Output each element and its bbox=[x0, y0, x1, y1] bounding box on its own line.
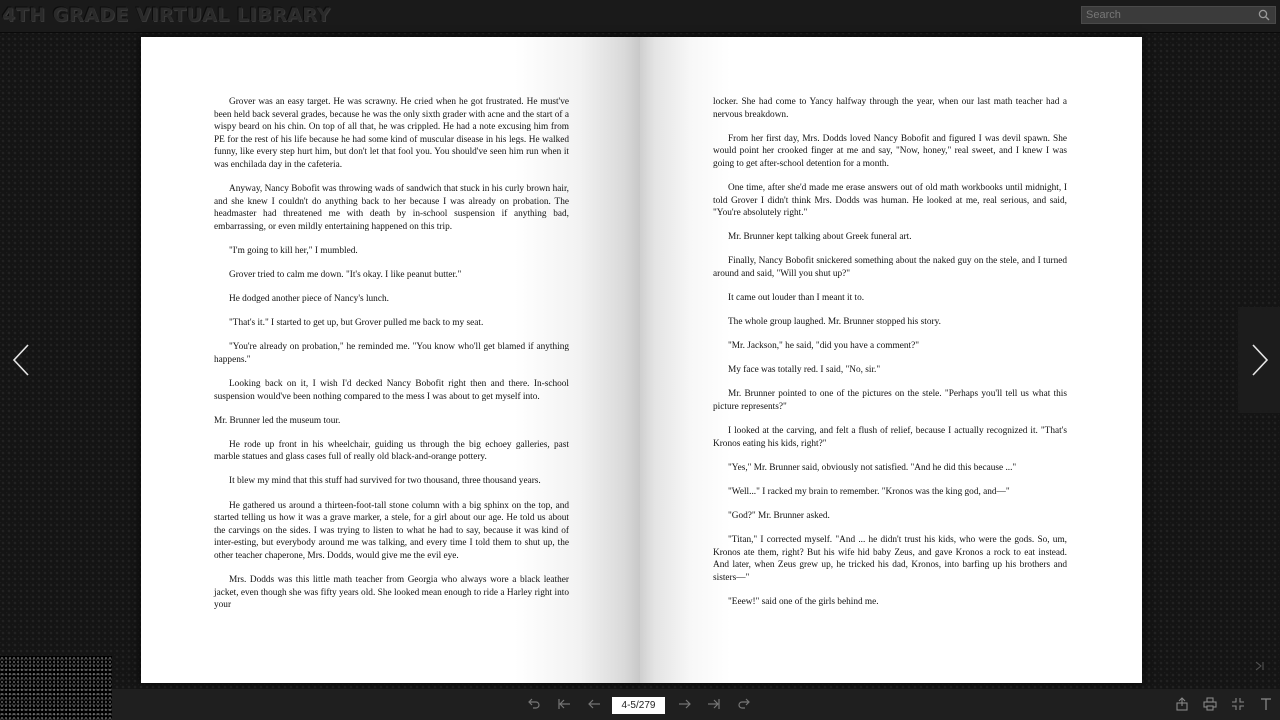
next-page-arrow[interactable] bbox=[1244, 335, 1274, 385]
search-icon[interactable] bbox=[1258, 9, 1270, 21]
paragraph: "Titan," I corrected myself. "And ... he didn't trust his kids, who were the gods. So, um, Kronos ate them, right? But his wife hid baby Zeus, and gave Kronos a rock to eat instead. And later, when Zeus grew up, he tricked his dad, Kronos, into barfing up his brothers and sisters—" bbox=[713, 535, 1067, 583]
page-number-input[interactable] bbox=[612, 697, 665, 714]
paragraph: He rode up front in his wheelchair, guiding us through the big echoey galleries, past marble statues and glass cases full of really old black-and-orange pottery. bbox=[214, 439, 569, 463]
print-icon[interactable] bbox=[1203, 697, 1217, 711]
paragraph: Mr. Brunner kept talking about Greek funeral art. bbox=[728, 232, 912, 243]
chevron-right-icon bbox=[1244, 335, 1274, 385]
paragraph: One time, after she'd made me erase answers out of old math workbooks until midnight, I told Grover I didn't think Mrs. Dodds was human. He looked at me, real serious, and said, "You're absolutely right." bbox=[713, 182, 1067, 219]
paragraph: "Eeew!" said one of the girls behind me. bbox=[728, 596, 879, 607]
paragraph: "You're already on probation," he reminded me. "You know who'll get blamed if anything happens." bbox=[214, 342, 569, 365]
paragraph: Mrs. Dodds was this little math teacher from Georgia who always wore a black leather jacket, even though she was fifty years old. She looked mean enough to ride a Harley right into your bbox=[214, 575, 569, 611]
paragraph: My face was totally red. I said, "No, sir." bbox=[728, 365, 881, 376]
paragraph: The whole group laughed. Mr. Brunner stopped his story. bbox=[728, 317, 941, 328]
library-logo: 4TH GRADE VIRTUAL LIBRARY bbox=[2, 4, 331, 26]
paragraph: "That's it." I started to get up, but Grover pulled me back to my seat. bbox=[229, 318, 484, 329]
paragraph: "Well..." I racked my brain to remember. "Kronos was the king god, and—" bbox=[728, 486, 1010, 497]
left-page[interactable] bbox=[141, 37, 640, 683]
paragraph: Looking back on it, I wish I'd decked Nancy Bobofit right then and there. In-school suspension would've been nothing compared to the mess I was about to get myself into. bbox=[214, 379, 569, 402]
fullscreen-icon[interactable] bbox=[1231, 697, 1245, 711]
paragraph: "Mr. Jackson," he said, "did you have a comment?" bbox=[728, 341, 920, 352]
paragraph: Grover was an easy target. He was scrawny. He cried when he got frustrated. He must've been held back several grades, because he was the only sixth grader with acne and the start of a wispy beard on his chin. On top of all that, he was crippled. He had a note excusing him from PE for the rest of his life because he had some kind of muscular disease in his legs. He walked funny, like every step hurt him, but don't let that fool you. You should've seen him run when it was enchilada day in the cafeteria. bbox=[214, 97, 569, 170]
share-icon[interactable] bbox=[1175, 697, 1189, 711]
paragraph: Mr. Brunner pointed to one of the pictures on the stele. "Perhaps you'll tell us what this picture represents?" bbox=[713, 389, 1067, 412]
collapse-icon[interactable] bbox=[1253, 660, 1265, 672]
last-page-icon[interactable] bbox=[707, 697, 721, 711]
text-icon[interactable] bbox=[1259, 697, 1273, 711]
search-box[interactable] bbox=[1081, 6, 1276, 24]
undo-icon[interactable] bbox=[527, 697, 541, 711]
paragraph: Anyway, Nancy Bobofit was throwing wads of sandwich that stuck in his curly brown hair, and she knew I couldn't do anything back to her because I was already on probation. The headmaster had threatened me with death by in-school suspension if anything bad, embarrassing, or even mildly entertaining happened on this trip. bbox=[214, 184, 569, 232]
book-spread bbox=[141, 37, 1142, 683]
paragraph: "God?" Mr. Brunner asked. bbox=[728, 510, 830, 521]
previous-page-icon[interactable] bbox=[587, 697, 601, 711]
redo-icon[interactable] bbox=[737, 697, 751, 711]
search-input[interactable] bbox=[1086, 8, 1246, 22]
paragraph: locker. She had come to Yancy halfway through the year, when our last math teacher had a nervous breakdown. bbox=[713, 97, 1067, 120]
paragraph: I looked at the carving, and felt a flush of relief, because I actually recognized it. "That's Kronos eating his kids, right?" bbox=[713, 426, 1067, 449]
top-bar bbox=[0, 0, 1280, 33]
paragraph: He dodged another piece of Nancy's lunch. bbox=[229, 294, 389, 305]
chevron-left-icon bbox=[8, 335, 38, 385]
bottom-toolbar bbox=[112, 689, 1280, 720]
previous-page-arrow[interactable] bbox=[8, 335, 38, 385]
paragraph: From her first day, Mrs. Dodds loved Nancy Bobofit and figured I was devil spawn. She would point her crooked finger at me and say, "Now, honey," real sweet, and I knew I was going to get after-school detention for a month. bbox=[713, 133, 1067, 169]
paragraph: He gathered us around a thirteen-foot-tall stone column with a big sphinx on the top, and started telling us how it was a grave marker, a stele, for a girl about our age. He told us about the carvings on the sides. I was trying to listen to what he had to say, because it was kind of inter-esting, but everybody around me was talking, and every time I told them to shut up, the other teacher chaperone, Mrs. Dodds, would give me the evil eye. bbox=[214, 500, 569, 561]
right-page[interactable] bbox=[640, 37, 1142, 683]
paragraph: "I'm going to kill her," I mumbled. bbox=[229, 245, 358, 256]
paragraph: It blew my mind that this stuff had survived for two thousand, three thousand years. bbox=[229, 476, 541, 487]
paragraph: It came out louder than I meant it to. bbox=[728, 293, 865, 304]
paragraph: Grover tried to calm me down. "It's okay. I like peanut butter." bbox=[229, 270, 462, 281]
next-page-icon[interactable] bbox=[678, 697, 692, 711]
paragraph: Finally, Nancy Bobofit snickered something about the naked guy on the stele, and I turned around and said, "Will you shut up?" bbox=[713, 256, 1067, 279]
thumbnail-preview[interactable] bbox=[0, 656, 112, 720]
paragraph: "Yes," Mr. Brunner said, obviously not satisfied. "And he did this because ..." bbox=[728, 462, 1017, 473]
paragraph: Mr. Brunner led the museum tour. bbox=[214, 415, 341, 426]
first-page-icon[interactable] bbox=[557, 697, 571, 711]
